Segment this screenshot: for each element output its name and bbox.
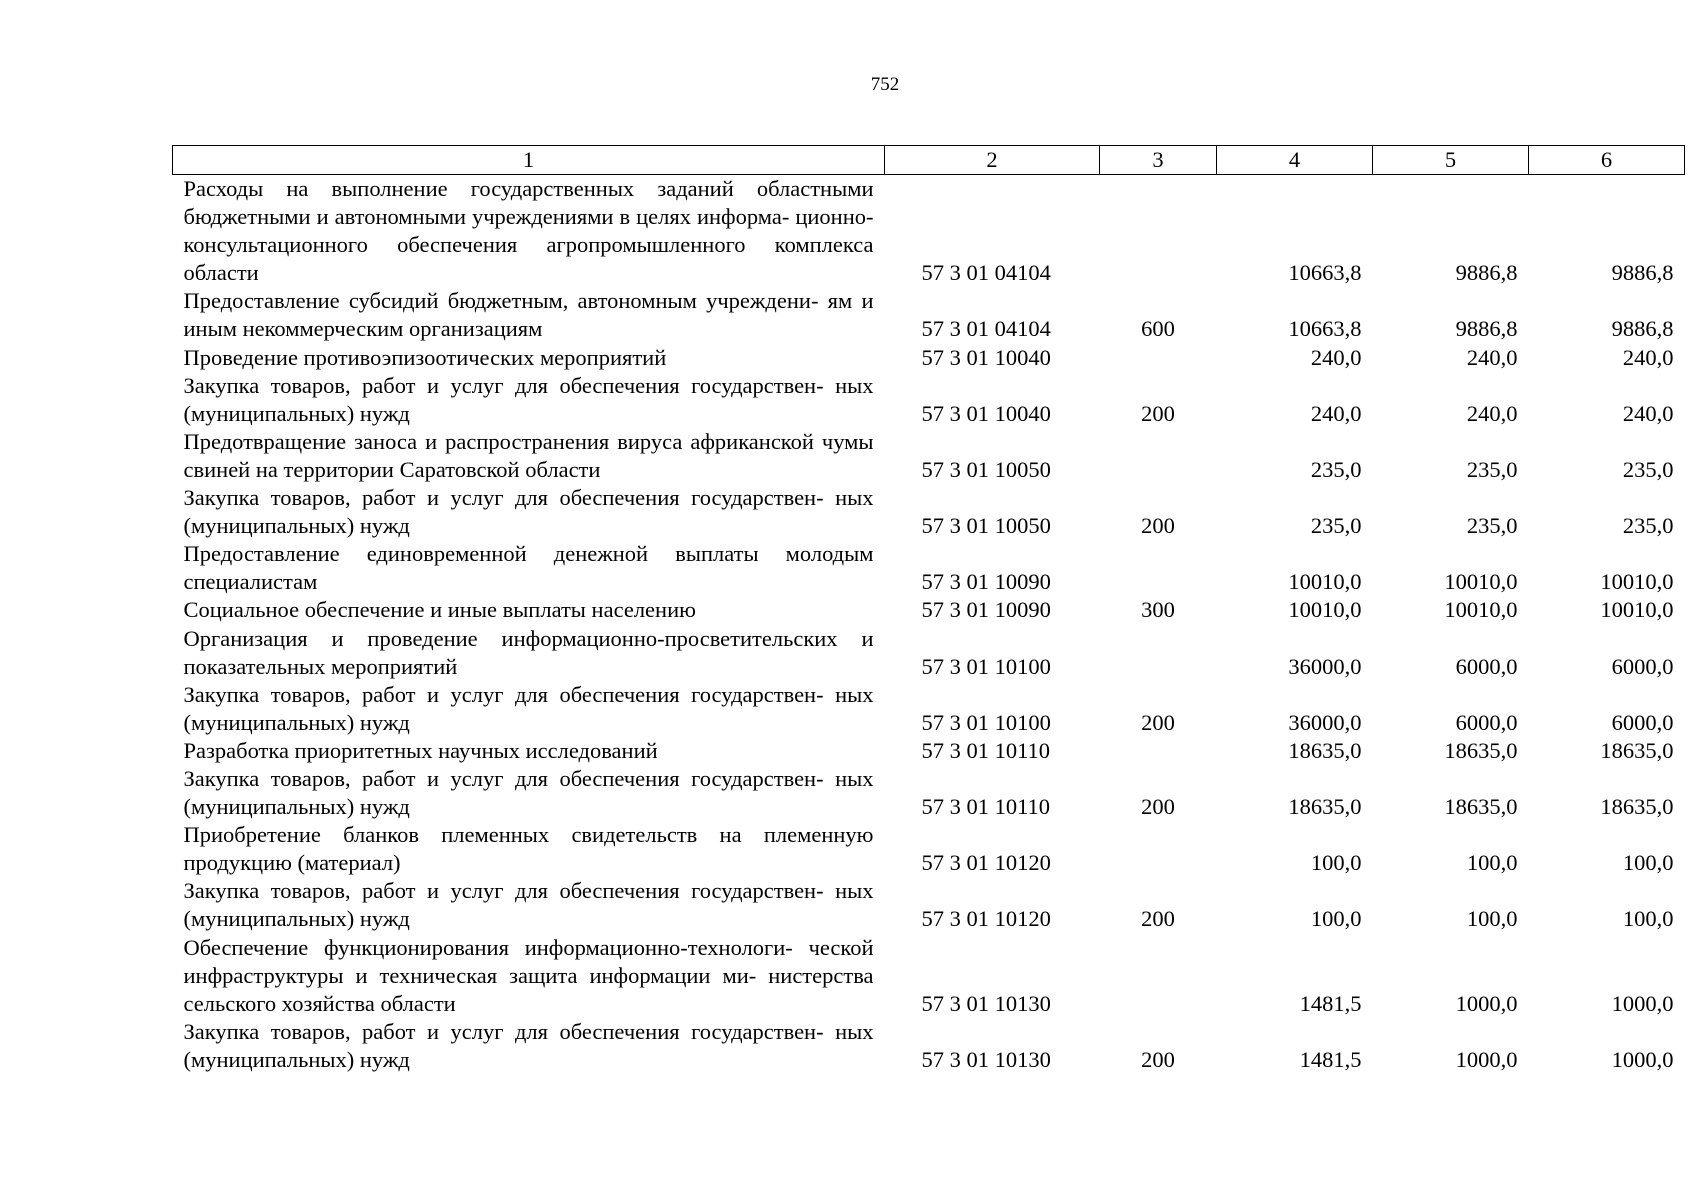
row-value-6: 9886,8 xyxy=(1611,316,1674,342)
row-expense-type xyxy=(1100,737,1217,765)
row-value-6: 1000,0 xyxy=(1611,990,1674,1016)
row-name-line: ных (муниципальных) нужд xyxy=(183,1018,874,1072)
row-value-4: 1481,5 xyxy=(1299,990,1362,1016)
header-cell-3: 3 xyxy=(1100,146,1217,175)
row-code: 57 3 01 10120 xyxy=(921,906,1051,932)
row-expense-type: 200 xyxy=(1141,513,1175,539)
row-name-line: Закупка товаров, работ и услуг для обеспечения государствен- xyxy=(183,878,824,904)
row-name-line: чумы свиней на территории Саратовской области xyxy=(183,428,874,482)
row-value-4: 240,0 xyxy=(1310,344,1362,370)
row-value-6: 240,0 xyxy=(1622,400,1674,426)
row-value-4: 10010,0 xyxy=(1288,597,1362,623)
table-row xyxy=(173,484,1685,540)
row-value-5: 6000,0 xyxy=(1455,653,1518,679)
row-name-line: нистерства сельского хозяйства области xyxy=(183,962,874,1016)
row-name-line: Предоставление единовременной денежной выплаты молодым xyxy=(183,541,874,567)
row-value-5: 100,0 xyxy=(1466,850,1518,876)
row-name xyxy=(173,175,885,288)
row-expense-type: 200 xyxy=(1141,400,1175,426)
row-name xyxy=(173,484,885,540)
table-row xyxy=(173,765,1685,821)
row-name-line: Приобретение бланков племенных свидетельств на племенную xyxy=(183,822,874,848)
row-name-line: Социальное обеспечение и иные выплаты населению xyxy=(183,597,696,623)
row-name-line: ных (муниципальных) нужд xyxy=(183,372,874,426)
row-code: 57 3 01 10090 xyxy=(921,569,1051,595)
row-name-line: Закупка товаров, работ и услуг для обеспечения государствен- xyxy=(183,765,824,791)
row-name xyxy=(173,287,885,343)
row-expense-type xyxy=(1100,540,1217,596)
row-name-line: бюджетными и автономными учреждениями в целях информа- xyxy=(183,204,790,230)
row-expense-type: 200 xyxy=(1141,794,1175,820)
row-expense-type: 600 xyxy=(1141,316,1175,342)
table-row xyxy=(173,287,1685,343)
row-name-line: показательных мероприятий xyxy=(183,653,458,679)
row-code: 57 3 01 10050 xyxy=(921,456,1051,482)
row-value-5: 6000,0 xyxy=(1455,709,1518,735)
row-value-6: 1000,0 xyxy=(1611,1046,1674,1072)
row-value-5: 240,0 xyxy=(1466,400,1518,426)
row-value-5: 1000,0 xyxy=(1455,990,1518,1016)
row-name-line: ных (муниципальных) нужд xyxy=(183,681,874,735)
table-row xyxy=(173,1018,1685,1074)
row-code: 57 3 01 10050 xyxy=(921,513,1051,539)
row-value-4: 10010,0 xyxy=(1288,569,1362,595)
table-row xyxy=(173,821,1685,877)
row-expense-type xyxy=(1100,175,1217,288)
row-expense-type: 200 xyxy=(1141,1046,1175,1072)
row-name-line: Расходы на выполнение государственных заданий областными xyxy=(183,176,874,201)
row-code: 57 3 01 10040 xyxy=(921,344,1051,370)
table-body xyxy=(173,175,1685,1075)
table-row xyxy=(173,175,1685,288)
table-row xyxy=(173,540,1685,596)
table-row xyxy=(173,934,1685,1018)
header-cell-5: 5 xyxy=(1373,146,1529,175)
table-row xyxy=(173,681,1685,737)
table-row xyxy=(173,737,1685,765)
row-name xyxy=(173,1018,885,1074)
row-value-6: 9886,8 xyxy=(1611,260,1674,286)
row-name-line: ных (муниципальных) нужд xyxy=(183,878,874,932)
row-value-5: 235,0 xyxy=(1466,513,1518,539)
row-value-4: 10663,8 xyxy=(1288,260,1362,286)
header-cell-2: 2 xyxy=(885,146,1100,175)
row-value-6: 18635,0 xyxy=(1600,737,1674,763)
row-name xyxy=(173,344,885,372)
row-value-6: 10010,0 xyxy=(1600,597,1674,623)
row-name xyxy=(173,625,885,681)
header-cell-6: 6 xyxy=(1529,146,1685,175)
row-value-6: 100,0 xyxy=(1622,850,1674,876)
row-value-5: 18635,0 xyxy=(1444,737,1518,763)
row-code: 57 3 01 10040 xyxy=(921,400,1051,426)
table-row xyxy=(173,344,1685,372)
row-expense-type: 200 xyxy=(1141,906,1175,932)
row-value-5: 100,0 xyxy=(1466,906,1518,932)
row-value-4: 240,0 xyxy=(1310,400,1362,426)
row-code: 57 3 01 10090 xyxy=(921,597,1051,623)
table-row xyxy=(173,428,1685,484)
header-cell-4: 4 xyxy=(1217,146,1373,175)
row-name-line: Закупка товаров, работ и услуг для обеспечения государствен- xyxy=(183,372,824,398)
row-value-4: 18635,0 xyxy=(1288,794,1362,820)
row-value-4: 10663,8 xyxy=(1288,316,1362,342)
row-name xyxy=(173,681,885,737)
row-value-4: 36000,0 xyxy=(1288,653,1362,679)
row-value-6: 100,0 xyxy=(1622,906,1674,932)
row-value-5: 18635,0 xyxy=(1444,794,1518,820)
header-cell-1: 1 xyxy=(173,146,885,175)
row-value-4: 235,0 xyxy=(1310,456,1362,482)
row-name-line: ных (муниципальных) нужд xyxy=(183,485,874,539)
row-name-line: Организация и проведение информационно-просветительских и xyxy=(183,625,874,651)
row-value-4: 18635,0 xyxy=(1288,737,1362,763)
row-code: 57 3 01 10130 xyxy=(921,1046,1051,1072)
row-value-4: 100,0 xyxy=(1310,906,1362,932)
row-value-5: 240,0 xyxy=(1466,344,1518,370)
row-name-line: Закупка товаров, работ и услуг для обеспечения государствен- xyxy=(183,1018,824,1044)
row-value-5: 9886,8 xyxy=(1455,316,1518,342)
row-name-line: ческой инфраструктуры и техническая защита информации ми- xyxy=(183,934,874,988)
row-value-6: 18635,0 xyxy=(1600,794,1674,820)
row-code: 57 3 01 10130 xyxy=(921,990,1051,1016)
row-expense-type: 200 xyxy=(1141,709,1175,735)
row-value-6: 240,0 xyxy=(1622,344,1674,370)
table-row xyxy=(173,625,1685,681)
header-row xyxy=(173,146,1685,175)
row-name-line: комплекса области xyxy=(183,232,874,286)
row-value-5: 10010,0 xyxy=(1444,569,1518,595)
table-row xyxy=(173,372,1685,428)
budget-table xyxy=(172,145,1685,1074)
row-value-6: 235,0 xyxy=(1622,456,1674,482)
row-name xyxy=(173,540,885,596)
row-name-line: ционно-консультационного обеспечения агропромышленного xyxy=(183,204,874,258)
row-value-5: 9886,8 xyxy=(1455,260,1518,286)
row-code: 57 3 01 10110 xyxy=(921,794,1051,820)
row-name xyxy=(173,372,885,428)
table-row xyxy=(173,877,1685,933)
row-name-line: ям и иным некоммерческим организациям xyxy=(183,288,874,342)
row-name xyxy=(173,821,885,877)
row-name-line: специалистам xyxy=(183,569,318,595)
row-name xyxy=(173,428,885,484)
row-value-5: 10010,0 xyxy=(1444,597,1518,623)
row-value-5: 235,0 xyxy=(1466,456,1518,482)
row-name-line: продукцию (материал) xyxy=(183,850,401,876)
page-number: 752 xyxy=(870,74,900,95)
row-name-line: Предотвращение заноса и распространения вируса африканской xyxy=(183,428,814,454)
row-code: 57 3 01 10120 xyxy=(921,850,1051,876)
row-value-5: 1000,0 xyxy=(1455,1046,1518,1072)
row-name-line: Закупка товаров, работ и услуг для обеспечения государствен- xyxy=(183,485,824,511)
row-expense-type xyxy=(1100,344,1217,372)
row-name xyxy=(173,737,885,765)
row-expense-type xyxy=(1100,934,1217,1018)
row-name xyxy=(173,934,885,1018)
row-value-6: 10010,0 xyxy=(1600,569,1674,595)
row-name-line: Разработка приоритетных научных исследований xyxy=(183,737,658,763)
row-name-line: Предоставление субсидий бюджетным, автономным учреждени- xyxy=(183,288,819,314)
row-name-line: Проведение противоэпизоотических мероприятий xyxy=(183,344,667,370)
row-value-4: 235,0 xyxy=(1310,513,1362,539)
row-name xyxy=(173,765,885,821)
row-name xyxy=(173,596,885,624)
row-name-line: Закупка товаров, работ и услуг для обеспечения государствен- xyxy=(183,681,824,707)
row-expense-type: 300 xyxy=(1141,597,1175,623)
row-name-line: ных (муниципальных) нужд xyxy=(183,765,874,820)
row-code: 57 3 01 10100 xyxy=(921,653,1051,679)
row-expense-type xyxy=(1100,821,1217,877)
row-value-4: 36000,0 xyxy=(1288,709,1362,735)
row-value-4: 1481,5 xyxy=(1299,1046,1362,1072)
table-header xyxy=(173,146,1685,175)
row-value-6: 6000,0 xyxy=(1611,653,1674,679)
row-value-6: 235,0 xyxy=(1622,513,1674,539)
row-name-line: Обеспечение функционирования информационно-технологи- xyxy=(183,934,793,960)
row-value-4: 100,0 xyxy=(1310,850,1362,876)
row-code: 57 3 01 10110 xyxy=(921,737,1051,763)
row-code: 57 3 01 10100 xyxy=(921,709,1051,735)
row-expense-type xyxy=(1100,625,1217,681)
row-expense-type xyxy=(1100,428,1217,484)
table-row xyxy=(173,596,1685,624)
row-code: 57 3 01 04104 xyxy=(921,316,1051,342)
row-name xyxy=(173,877,885,933)
row-code: 57 3 01 04104 xyxy=(921,260,1051,286)
row-value-6: 6000,0 xyxy=(1611,709,1674,735)
